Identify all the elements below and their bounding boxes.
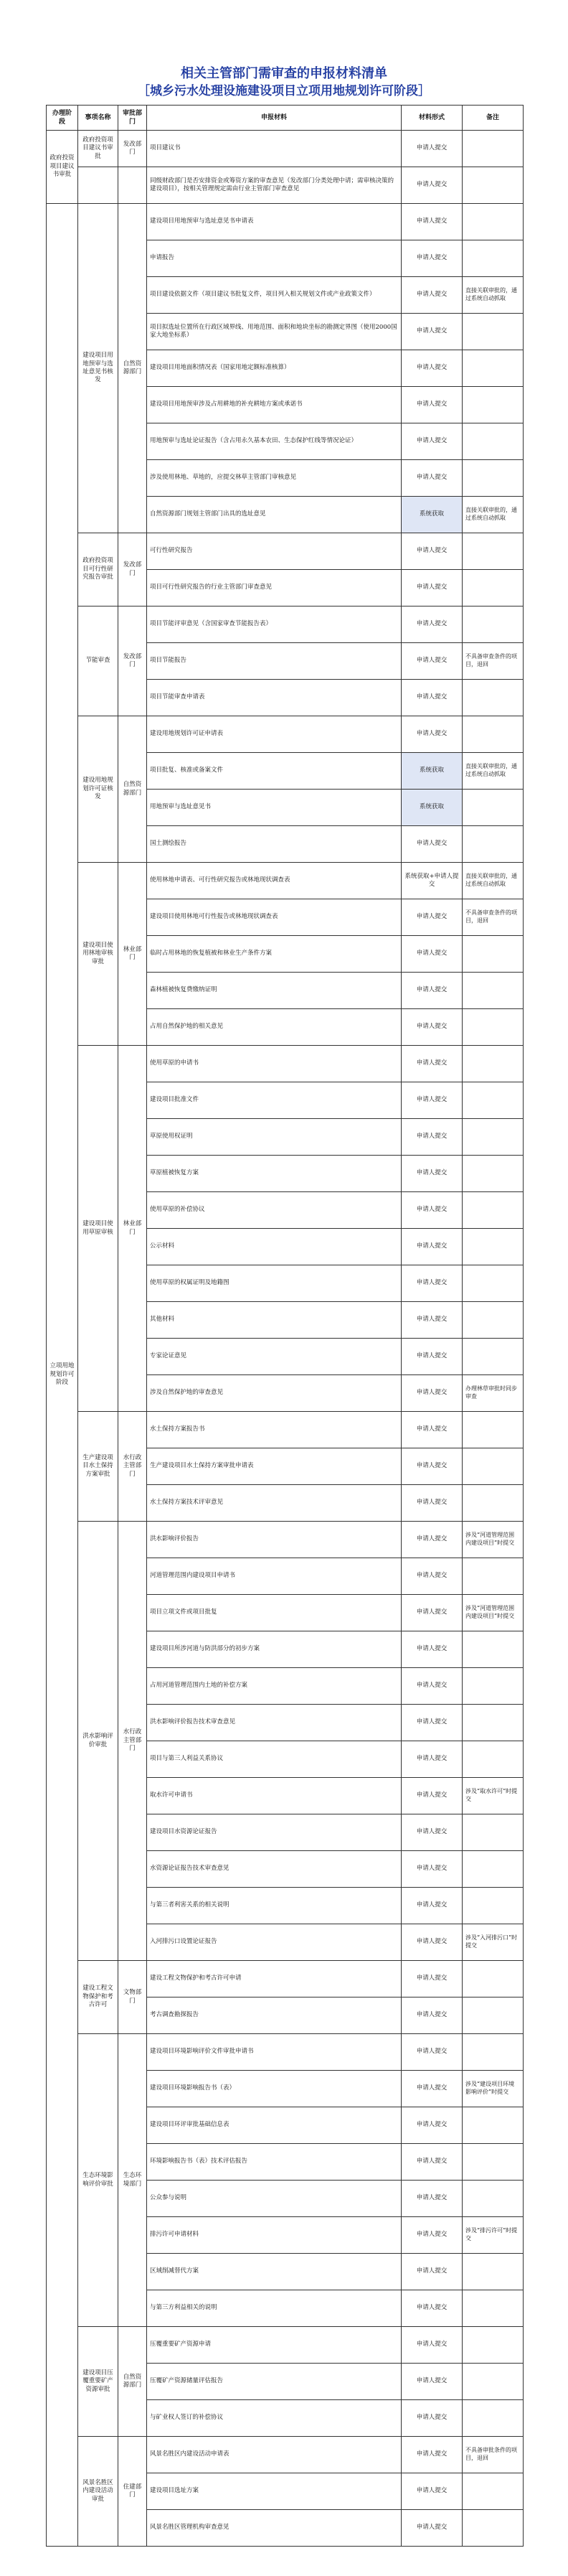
- form-cell: 申请人提交: [402, 423, 463, 460]
- form-cell: 申请人提交: [402, 1741, 463, 1778]
- material-cell: 建设用地规划许可证申请表: [147, 716, 402, 753]
- note-cell: 涉及“河道管理范围内建设项目”时提交: [463, 1522, 524, 1558]
- form-cell: 申请人提交: [402, 167, 463, 204]
- header-dept: 审批部门: [118, 106, 147, 131]
- form-cell: 申请人提交: [402, 1265, 463, 1302]
- note-cell: [463, 570, 524, 606]
- material-cell: 项目节能审查申请表: [147, 680, 402, 716]
- form-cell: 系统获取: [402, 790, 463, 826]
- note-cell: [463, 680, 524, 716]
- form-cell: 申请人提交: [402, 2327, 463, 2364]
- form-cell: 申请人提交: [402, 716, 463, 753]
- form-cell: 申请人提交: [402, 1412, 463, 1448]
- header-stage: 办理阶段: [47, 106, 78, 131]
- note-cell: [463, 1265, 524, 1302]
- material-cell: 使用草原的权属证明及地籍图: [147, 1265, 402, 1302]
- form-cell: 申请人提交: [402, 533, 463, 570]
- note-cell: [463, 1119, 524, 1156]
- dept-cell: 发改部门: [118, 131, 147, 167]
- form-cell: 申请人提交: [402, 2510, 463, 2547]
- dept-cell: 发改部门: [118, 606, 147, 716]
- table-row: [47, 2327, 524, 2364]
- note-cell: [463, 2144, 524, 2181]
- material-cell: 建设项目用地面积情况表（国家用地定额标准核算）: [147, 350, 402, 387]
- material-cell: 水资源论证报告技术审查意见: [147, 1851, 402, 1888]
- material-cell: 考古调查勘探报告: [147, 1997, 402, 2034]
- form-cell: 申请人提交: [402, 1046, 463, 1082]
- note-cell: [463, 1082, 524, 1119]
- material-cell: 项目建设依据文件（项目建议书批复文件，项目列入相关规划文件或产业政策文件）: [147, 277, 402, 314]
- material-cell: 其他材料: [147, 1302, 402, 1339]
- material-cell: 区域削减替代方案: [147, 2254, 402, 2290]
- material-cell: 申请报告: [147, 240, 402, 277]
- note-cell: [463, 1705, 524, 1741]
- material-cell: 取水许可申请书: [147, 1778, 402, 1814]
- note-cell: [463, 1558, 524, 1595]
- item-cell: 节能审查: [78, 606, 118, 716]
- header-material: 申报材料: [147, 106, 402, 131]
- note-cell: [463, 1302, 524, 1339]
- form-cell: 申请人提交: [402, 1485, 463, 1522]
- form-cell: 申请人提交: [402, 2217, 463, 2254]
- material-cell: 草原使用权证明: [147, 1119, 402, 1156]
- material-cell: 建设项目所涉河道与防洪部分的初步方案: [147, 1631, 402, 1668]
- item-cell: [78, 167, 118, 204]
- form-cell: 申请人提交: [402, 2437, 463, 2473]
- note-cell: [463, 2290, 524, 2327]
- note-cell: 涉及“建设项目环境影响评价”时提交: [463, 2071, 524, 2107]
- note-cell: [463, 2473, 524, 2510]
- note-cell: [463, 1229, 524, 1265]
- form-cell: 申请人提交: [402, 2071, 463, 2107]
- table-row: [47, 863, 524, 899]
- material-cell: 占用自然保护地的相关意见: [147, 1009, 402, 1046]
- note-cell: [463, 716, 524, 753]
- form-cell: 申请人提交: [402, 1888, 463, 1924]
- material-cell: 与第三方利益相关的说明: [147, 2290, 402, 2327]
- material-cell: 建设项目环境影响报告书（表）: [147, 2071, 402, 2107]
- form-cell: 申请人提交: [402, 1558, 463, 1595]
- note-cell: 直接关联审批的，通过系统自动抓取: [463, 863, 524, 899]
- form-cell: 申请人提交: [402, 936, 463, 973]
- note-cell: [463, 2327, 524, 2364]
- table-body: [47, 131, 524, 2547]
- title-line-2: ［城乡污水处理设施建设项目立项用地规划许可阶段］: [138, 84, 430, 98]
- material-cell: 建设项目用地预审与选址意见书申请表: [147, 204, 402, 240]
- dept-cell: 林业部门: [118, 863, 147, 1046]
- material-cell: 用地预审与选址意见书: [147, 790, 402, 826]
- title-line-1: 相关主管部门需审查的申报材料清单: [181, 66, 387, 81]
- form-cell: 申请人提交: [402, 1668, 463, 1705]
- note-cell: 不具备审查条件的项目，退回: [463, 899, 524, 936]
- material-cell: 生产建设项目水土保持方案审批申请表: [147, 1448, 402, 1485]
- table-row: [47, 716, 524, 753]
- note-cell: [463, 533, 524, 570]
- note-cell: [463, 2181, 524, 2217]
- material-cell: 项目节能报告: [147, 643, 402, 680]
- item-cell: 风景名胜区内建设活动审批: [78, 2437, 118, 2547]
- material-cell: 森林植被恢复费缴纳证明: [147, 973, 402, 1009]
- dept-cell: [118, 167, 147, 204]
- material-cell: 公示材料: [147, 1229, 402, 1265]
- note-cell: [463, 2254, 524, 2290]
- material-cell: 使用草原的申请书: [147, 1046, 402, 1082]
- stage-cell: 立项用地规划许可阶段: [47, 204, 78, 2547]
- form-cell: 申请人提交: [402, 2364, 463, 2400]
- form-cell: 申请人提交: [402, 1997, 463, 2034]
- material-cell: 项目拟选址位置所在行政区域界线、用地范围、面积和地块坐标的勘测定界图（使用2000国家大地坐标系）: [147, 314, 402, 350]
- note-cell: [463, 387, 524, 423]
- form-cell: 申请人提交: [402, 1302, 463, 1339]
- note-cell: 涉及“入河排污口”时提交: [463, 1924, 524, 1961]
- material-cell: 入河排污口设置论证报告: [147, 1924, 402, 1961]
- form-cell: 申请人提交: [402, 387, 463, 423]
- dept-cell: 文物部门: [118, 1961, 147, 2034]
- item-cell: 建设项目压覆重要矿产资源审批: [78, 2327, 118, 2437]
- note-cell: [463, 1192, 524, 1229]
- form-cell: 申请人提交: [402, 2290, 463, 2327]
- table-row: [47, 2437, 524, 2473]
- form-cell: 申请人提交: [402, 1339, 463, 1375]
- note-cell: [463, 240, 524, 277]
- material-cell: 建设项目批准文件: [147, 1082, 402, 1119]
- material-cell: 国土测绘报告: [147, 826, 402, 863]
- dept-cell: 水行政主管部门: [118, 1522, 147, 1961]
- material-cell: 洪水影响评价报告技术审查意见: [147, 1705, 402, 1741]
- material-cell: 涉及自然保护地的审查意见: [147, 1375, 402, 1412]
- dept-cell: 水行政主管部门: [118, 1412, 147, 1522]
- header-form: 材料形式: [402, 106, 463, 131]
- note-cell: [463, 1412, 524, 1448]
- form-cell: 申请人提交: [402, 606, 463, 643]
- material-cell: 项目节能评审意见（含国家审查节能报告表）: [147, 606, 402, 643]
- form-cell: 申请人提交: [402, 1705, 463, 1741]
- form-cell: 申请人提交: [402, 973, 463, 1009]
- material-cell: 水土保持方案技术评审意见: [147, 1485, 402, 1522]
- form-cell: 申请人提交: [402, 1375, 463, 1412]
- material-cell: 河道管理范围内建设项目申请书: [147, 1558, 402, 1595]
- form-cell: 申请人提交: [402, 2181, 463, 2217]
- form-cell: 申请人提交: [402, 2473, 463, 2510]
- header-note: 备注: [463, 106, 524, 131]
- note-cell: [463, 936, 524, 973]
- table-row: [47, 1046, 524, 1082]
- note-cell: [463, 1888, 524, 1924]
- material-cell: 草原植被恢复方案: [147, 1156, 402, 1192]
- material-cell: 项目立项文件或项目批复: [147, 1595, 402, 1631]
- item-cell: 建设用地规划许可证核发: [78, 716, 118, 863]
- form-cell: 申请人提交: [402, 1119, 463, 1156]
- form-cell: 系统获取: [402, 753, 463, 790]
- item-cell: 政府投资项目可行性研究报告审批: [78, 533, 118, 606]
- dept-cell: 生态环境部门: [118, 2034, 147, 2327]
- note-cell: 涉及“河道管理范围内建设项目”时提交: [463, 1595, 524, 1631]
- material-cell: 建设项目水资源论证报告: [147, 1814, 402, 1851]
- form-cell: 申请人提交: [402, 204, 463, 240]
- form-cell: 申请人提交: [402, 350, 463, 387]
- item-cell: 建设项目用地预审与选址意见书核发: [78, 204, 118, 533]
- dept-cell: 林业部门: [118, 1046, 147, 1412]
- note-cell: [463, 167, 524, 204]
- material-cell: 可行性研究报告: [147, 533, 402, 570]
- material-cell: 压覆矿产资源储量评估报告: [147, 2364, 402, 2400]
- note-cell: 直接关联审批的，通过系统自动抓取: [463, 497, 524, 533]
- material-cell: 项目建议书: [147, 131, 402, 167]
- material-cell: 环境影响报告书（表）技术评估报告: [147, 2144, 402, 2181]
- note-cell: [463, 423, 524, 460]
- material-cell: 水土保持方案报告书: [147, 1412, 402, 1448]
- material-cell: 建设工程文物保护和考古许可申请: [147, 1961, 402, 1997]
- form-cell: 申请人提交: [402, 240, 463, 277]
- note-cell: [463, 1851, 524, 1888]
- material-cell: 项目批复、核准或备案文件: [147, 753, 402, 790]
- materials-table: [46, 105, 524, 2547]
- form-cell: 申请人提交: [402, 314, 463, 350]
- note-cell: [463, 973, 524, 1009]
- table-row: [47, 533, 524, 570]
- material-cell: 同级财政部门是否安排资金或筹资方案的审查意见（发改部门分类处理中请；需审核决策的建设项目），按相关管理规定需由行业主管部门审查意见: [147, 167, 402, 204]
- note-cell: [463, 1046, 524, 1082]
- form-cell: 申请人提交: [402, 2400, 463, 2437]
- note-cell: [463, 1448, 524, 1485]
- header-item: 事项名称: [78, 106, 118, 131]
- note-cell: [463, 1997, 524, 2034]
- note-cell: [463, 131, 524, 167]
- form-cell: 申请人提交: [402, 1156, 463, 1192]
- note-cell: [463, 1668, 524, 1705]
- note-cell: [463, 2400, 524, 2437]
- note-cell: [463, 1485, 524, 1522]
- table-row: [47, 1961, 524, 1997]
- material-cell: 自然资源部门规划主管部门出具的选址意见: [147, 497, 402, 533]
- material-cell: 建设项目环境影响评价文件审批申请书: [147, 2034, 402, 2071]
- item-cell: 建设项目使用林地审核审批: [78, 863, 118, 1046]
- material-cell: 洪水影响评价报告: [147, 1522, 402, 1558]
- material-cell: 项目可行性研究报告的行业主管部门审查意见: [147, 570, 402, 606]
- form-cell: 申请人提交: [402, 1595, 463, 1631]
- item-cell: 生态环境影响评价审批: [78, 2034, 118, 2327]
- material-cell: 风景名胜区内建设活动申请表: [147, 2437, 402, 2473]
- material-cell: 建设项目环评审批基础信息表: [147, 2107, 402, 2144]
- note-cell: [463, 1339, 524, 1375]
- form-cell: 申请人提交: [402, 1851, 463, 1888]
- note-cell: [463, 2364, 524, 2400]
- material-cell: 涉及使用林地、草地的，应提交林草主管部门审核意见: [147, 460, 402, 497]
- note-cell: [463, 606, 524, 643]
- table-row: [47, 204, 524, 240]
- material-cell: 与矿业权人签订的补偿协议: [147, 2400, 402, 2437]
- form-cell: 申请人提交: [402, 1229, 463, 1265]
- form-cell: 申请人提交: [402, 131, 463, 167]
- material-cell: 风景名胜区管理机构审查意见: [147, 2510, 402, 2547]
- item-cell: 建设工程文物保护和考古许可: [78, 1961, 118, 2034]
- material-cell: 使用草原的补偿协议: [147, 1192, 402, 1229]
- note-cell: [463, 1631, 524, 1668]
- material-cell: 用地预审与选址论证报告（含占用永久基本农田、生态保护红线等情况论证）: [147, 423, 402, 460]
- material-cell: 建设项目使用林地可行性报告或林地现状调查表: [147, 899, 402, 936]
- form-cell: 申请人提交: [402, 2034, 463, 2071]
- form-cell: 申请人提交: [402, 826, 463, 863]
- form-cell: 申请人提交: [402, 1009, 463, 1046]
- material-cell: 排污许可申请材料: [147, 2217, 402, 2254]
- form-cell: 申请人提交: [402, 1082, 463, 1119]
- dept-cell: 自然资源部门: [118, 716, 147, 863]
- note-cell: [463, 1814, 524, 1851]
- note-cell: 直接关联审批的，通过系统自动抓取: [463, 753, 524, 790]
- material-cell: 公众参与说明: [147, 2181, 402, 2217]
- item-cell: 生产建设项目水土保持方案审批: [78, 1412, 118, 1522]
- form-cell: 申请人提交: [402, 680, 463, 716]
- material-cell: 占用河道管理范围内土地的补偿方案: [147, 1668, 402, 1705]
- form-cell: 申请人提交: [402, 1448, 463, 1485]
- item-cell: 建设项目使用草原审核: [78, 1046, 118, 1412]
- material-cell: 与第三者利害关系的相关说明: [147, 1888, 402, 1924]
- table-row: [47, 131, 524, 167]
- dept-cell: 自然资源部门: [118, 2327, 147, 2437]
- form-cell: 申请人提交: [402, 2254, 463, 2290]
- form-cell: 系统获取+申请人提交: [402, 863, 463, 899]
- note-cell: [463, 2510, 524, 2547]
- form-cell: 申请人提交: [402, 2107, 463, 2144]
- form-cell: 申请人提交: [402, 277, 463, 314]
- material-cell: 建设项目用地预审涉及占用耕地的补充耕地方案或承诺书: [147, 387, 402, 423]
- form-cell: 申请人提交: [402, 2144, 463, 2181]
- material-cell: 建设项目选址方案: [147, 2473, 402, 2510]
- note-cell: [463, 2107, 524, 2144]
- table-row: [47, 2034, 524, 2071]
- note-cell: [463, 2034, 524, 2071]
- table-row: [47, 606, 524, 643]
- form-cell: 系统获取: [402, 497, 463, 533]
- note-cell: [463, 1156, 524, 1192]
- material-cell: 临时占用林地的恢复植被和林业生产条件方案: [147, 936, 402, 973]
- material-cell: 压覆重要矿产资源申请: [147, 2327, 402, 2364]
- note-cell: 涉及“排污许可”时提交: [463, 2217, 524, 2254]
- item-cell: 洪水影响评价审批: [78, 1522, 118, 1961]
- form-cell: 申请人提交: [402, 1961, 463, 1997]
- note-cell: [463, 826, 524, 863]
- note-cell: 不具备审查条件的项目，退回: [463, 643, 524, 680]
- table-row: [47, 167, 524, 204]
- dept-cell: 发改部门: [118, 533, 147, 606]
- note-cell: [463, 1009, 524, 1046]
- form-cell: 申请人提交: [402, 570, 463, 606]
- form-cell: 申请人提交: [402, 899, 463, 936]
- table-row: [47, 1522, 524, 1558]
- form-cell: 申请人提交: [402, 1814, 463, 1851]
- form-cell: 申请人提交: [402, 1522, 463, 1558]
- material-cell: 项目与第三人利益关系协议: [147, 1741, 402, 1778]
- item-cell: 政府投资项目建议书审批: [78, 131, 118, 167]
- dept-cell: 住建部门: [118, 2437, 147, 2547]
- form-cell: 申请人提交: [402, 1778, 463, 1814]
- note-cell: 涉及“取水许可”时提交: [463, 1778, 524, 1814]
- form-cell: 申请人提交: [402, 1192, 463, 1229]
- material-cell: 专家论证意见: [147, 1339, 402, 1375]
- note-cell: [463, 790, 524, 826]
- note-cell: 办理林草审批时同步审查: [463, 1375, 524, 1412]
- note-cell: [463, 314, 524, 350]
- table-header-row: [47, 106, 524, 131]
- dept-cell: 自然资源部门: [118, 204, 147, 533]
- note-cell: [463, 460, 524, 497]
- note-cell: 直接关联审批的，通过系统自动抓取: [463, 277, 524, 314]
- form-cell: 申请人提交: [402, 1924, 463, 1961]
- form-cell: 申请人提交: [402, 1631, 463, 1668]
- note-cell: [463, 350, 524, 387]
- note-cell: [463, 1961, 524, 1997]
- note-cell: [463, 204, 524, 240]
- stage-cell: 政府投资项目建议书审批: [47, 131, 78, 204]
- form-cell: 申请人提交: [402, 460, 463, 497]
- table-row: [47, 1412, 524, 1448]
- note-cell: [463, 1741, 524, 1778]
- form-cell: 申请人提交: [402, 643, 463, 680]
- note-cell: 不具备审批条件的项目，退回: [463, 2437, 524, 2473]
- material-cell: 使用林地申请表、可行性研究报告或林地现状调查表: [147, 863, 402, 899]
